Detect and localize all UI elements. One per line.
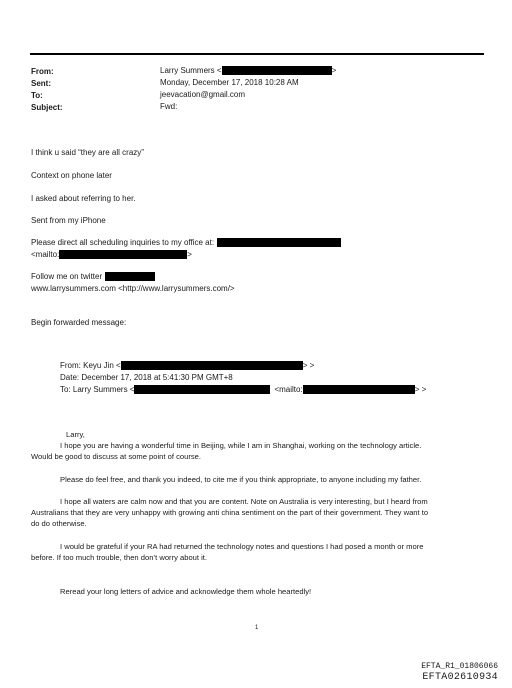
bates-number-2: EFTA02610934 — [422, 672, 498, 683]
from-value — [160, 66, 336, 76]
redaction-box — [121, 361, 303, 370]
fwd-from — [60, 361, 314, 371]
fwd-from-text: From: Keyu Jin < — [60, 361, 121, 370]
top-rule — [30, 53, 484, 55]
subject-label: Subject: — [31, 103, 63, 112]
mailto-end: > — [187, 250, 192, 259]
redaction-box — [217, 238, 341, 247]
paragraph-1-line-1: I hope you are having a wonderful time in Beijing, while I am in Shanghai, working on the technology article. — [60, 441, 422, 450]
paragraph-4 — [31, 541, 491, 563]
from-label: From: — [31, 67, 54, 76]
paragraph-4-line-2: before. If too much trouble, then don’t worry about it. — [31, 553, 208, 562]
sent-value: Monday, December 17, 2018 10:28 AM — [160, 78, 299, 87]
paragraph-4-line-1: I would be grateful if your RA had returned the technology notes and questions I had posed a month or more — [60, 542, 424, 551]
redaction-box — [59, 250, 187, 259]
paragraph-3-line-2: Australians that they are very unhappy with growing anti china sentiment on the part of their government. They want to — [31, 508, 429, 517]
paragraph-3-line-3: do do otherwise. — [31, 519, 87, 528]
to-label: To: — [31, 91, 43, 100]
subject-value: Fwd: — [160, 102, 178, 111]
body-line-3: I asked about referring to her. — [31, 194, 136, 203]
redaction-box — [303, 385, 415, 394]
redaction-box — [105, 272, 155, 281]
mailto-line — [31, 250, 192, 260]
scheduling-text: Please direct all scheduling inquiries to my office at: — [31, 238, 215, 247]
body-line-2: Context on phone later — [31, 171, 112, 180]
sent-label: Sent: — [31, 79, 51, 88]
redaction-box — [222, 66, 332, 75]
paragraph-1 — [31, 440, 491, 462]
mailto-prefix: <mailto: — [31, 250, 60, 259]
fwd-to — [60, 385, 426, 395]
fwd-from-end: > > — [302, 361, 315, 370]
paragraph-2: Please do feel free, and thank you indeed, to cite me if you think appropriate, to anyone including my father. — [60, 475, 422, 484]
fwd-to-end: > > — [414, 385, 427, 394]
from-end: > — [331, 66, 337, 75]
to-value: jeevacation@gmail.com — [160, 90, 246, 99]
body-line-1: I think u said “they are all crazy” — [31, 148, 144, 157]
paragraph-1-line-2: Would be good to discuss at some point of course. — [31, 452, 201, 461]
paragraph-5: Reread your long letters of advice and acknowledge them whole heartedly! — [60, 587, 312, 596]
bates-number-1: EFTA_R1_01806066 — [421, 662, 498, 671]
fwd-to-mailto: <mailto: — [274, 385, 303, 394]
redaction-box — [134, 385, 270, 394]
from-name: Larry Summers < — [160, 66, 222, 75]
paragraph-3 — [31, 496, 491, 529]
fwd-to-text: To: Larry Summers < — [60, 385, 135, 394]
twitter-text: Follow me on twitter — [31, 272, 103, 281]
scheduling-line — [31, 238, 341, 248]
fwd-date: Date: December 17, 2018 at 5:41:30 PM GMT+8 — [60, 373, 233, 382]
paragraph-3-line-1: I hope all waters are calm now and that you are content. Note on Australia is very interesting, but I heard from — [60, 497, 428, 506]
body-line-4: Sent from my iPhone — [31, 216, 106, 225]
page-number: 1 — [255, 625, 259, 631]
website-line: www.larrysummers.com <http://www.larrysummers.com/> — [31, 284, 235, 293]
twitter-line — [31, 272, 155, 282]
salutation: Larry, — [66, 430, 85, 439]
begin-forwarded: Begin forwarded message: — [31, 318, 127, 327]
